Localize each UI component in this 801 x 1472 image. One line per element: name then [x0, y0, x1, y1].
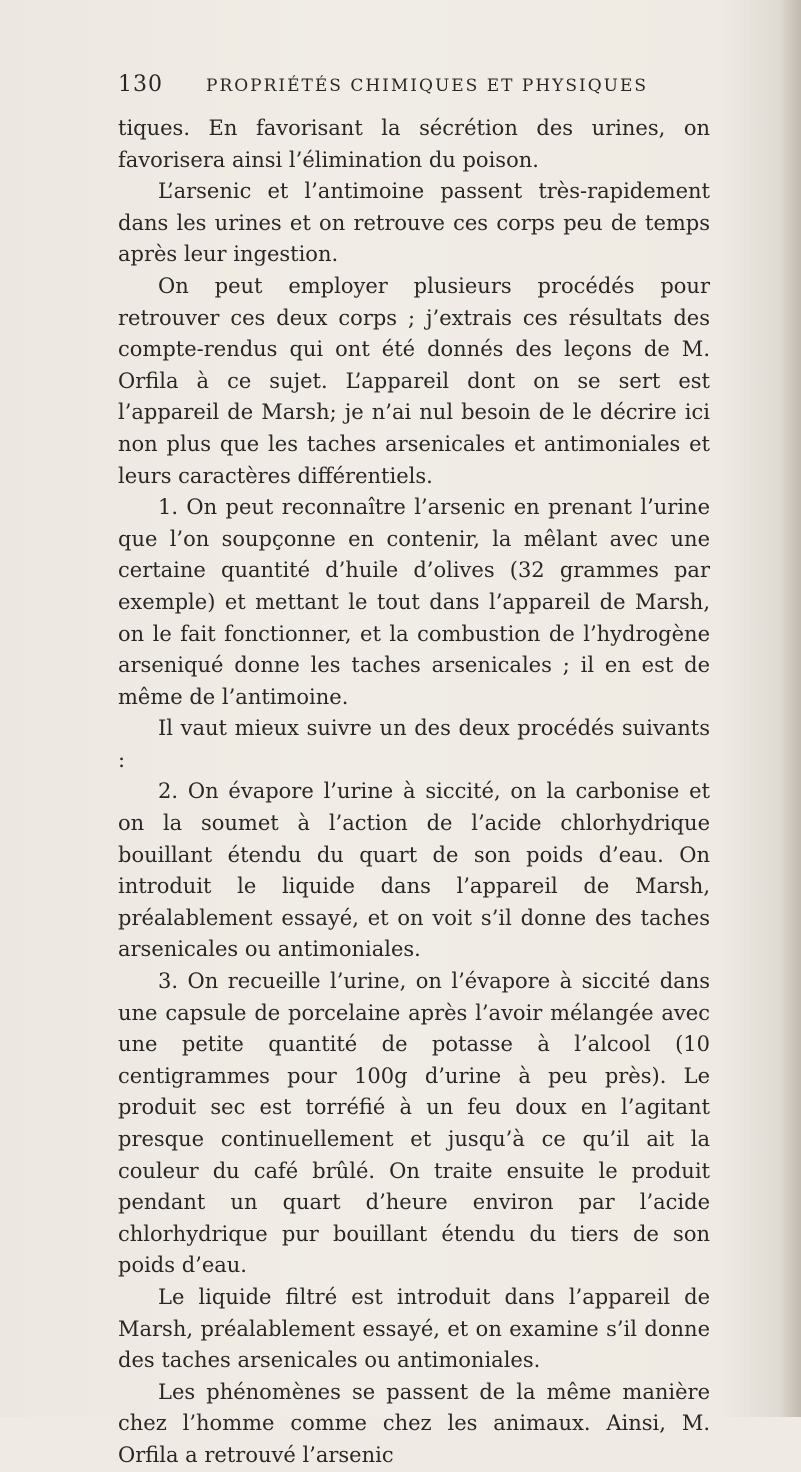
page-header [118, 72, 708, 102]
paragraph: Il vaut mieux suivre un des deux procédés suivants : [118, 716, 710, 772]
paragraph: Les phénomènes se passent de la même manière chez l’homme comme chez les animaux. Ainsi, M. Orfila a retrouvé l’arsenic [118, 1379, 710, 1467]
paragraph: 1. On peut reconnaître l’arsenic en prenant l’urine que l’on soupçonne en contenir, la mêlant avec une certaine quantité d’huile d’olives (32 grammes par exemple) et mettant le tout dans l’appareil de Marsh, on le fait fonctionner, et la combustion de l’hydrogène arseniqué donne les taches arsenicales ; il en est de même de l’antimoine. [118, 495, 710, 709]
page-edge-shadow [779, 0, 801, 1417]
paragraph: tiques. En favorisant la sécrétion des urines, on favorisera ainsi l’élimination du poison. [118, 116, 710, 172]
paragraph: L’arsenic et l’antimoine passent très-rapidement dans les urines et on retrouve ces corps peu de temps après leur ingestion. [118, 179, 710, 267]
paragraph: On peut employer plusieurs procédés pour retrouver ces deux corps ; j’extrais ces résultats des compte-rendus qui ont été donnés des leçons de M. Orfila à ce sujet. L’appareil dont on se sert est l’appareil de Marsh; je n’ai nul besoin de le décrire ici non plus que les taches arsenicales et antimoniales et leurs caractères différentiels. [118, 273, 710, 488]
page-number: 130 [118, 72, 163, 97]
running-title: PROPRIÉTÉS CHIMIQUES ET PHYSIQUES [206, 76, 649, 96]
paragraph: 2. On évapore l’urine à siccité, on la carbonise et on la soumet à l’action de l’acide chlorhydrique bouillant étendu du quart de son poids d’eau. On introduit le liquide dans l’appareil de Marsh, préalablement essayé, et on voit s’il donne des taches arsenicales ou antimoniales. [118, 779, 710, 962]
body-text [118, 113, 710, 1472]
paragraph: 3. On recueille l’urine, on l’évapore à siccité dans une capsule de porcelaine après l’avoir mélangée avec une petite quantité de potasse à l’alcool (10 centigrammes pour 100g d’urine à peu près). Le produit sec est torréfié à un feu doux en l’agitant presque continuellement et jusqu’à ce qu’il ait la couleur du café brûlé. On traite ensuite le produit pendant un quart d’heure environ par l’acide chlorhydrique pur bouillant étendu du tiers de son poids d’eau. [118, 969, 710, 1278]
paragraph: Le liquide filtré est introduit dans l’appareil de Marsh, préalablement essayé, et on examine s’il donne des taches arsenicales ou antimoniales. [118, 1284, 710, 1373]
